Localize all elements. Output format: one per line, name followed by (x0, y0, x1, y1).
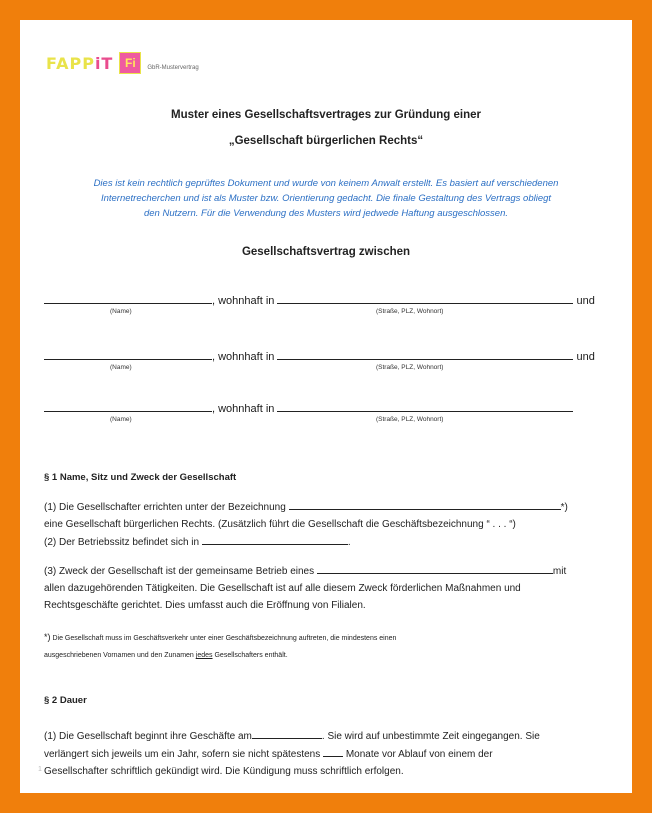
disclaimer: Dies ist kein rechtlich geprüftes Dokument und wurde von keinem Anwalt erstellt. Es basiert auf verschiedenen Internetrecherchen und ist als Muster bzw. Orientierung gedacht. Die finale Gestaltung des Vertrags obliegt den Nutzern. Für die Verwendung des Musters wird jedwede Haftung ausgeschlossen. (93, 178, 559, 219)
section-2-paragraph-1: (1) Die Gesellschaft beginnt ihre Geschäfte am . Sie wird auf unbestimmte Zeit eingegangen. Sie verlängert sich jeweils um ein Jahr, sofern sie nicht spätestens Monate vor Ablauf von einem der Gesellschafter schriftlich gekündigt wird. Die Kündigung muss schriftlich erfolgen. (44, 727, 612, 780)
address-blank[interactable] (277, 348, 573, 360)
logo-brand: FAPPiT (46, 53, 114, 73)
address-label: (Straße, PLZ, Wohnort) (376, 308, 444, 315)
start-date-blank[interactable] (252, 727, 322, 739)
purpose-blank[interactable] (317, 562, 553, 574)
party-3: , wohnhaft in (Name) (Straße, PLZ, Wohnort) (44, 400, 614, 430)
name-blank[interactable] (44, 348, 212, 360)
section-1-heading: § 1 Name, Sitz und Zweck der Gesellschaft (44, 472, 237, 483)
seat-blank[interactable] (202, 533, 348, 545)
name-blank[interactable] (44, 400, 212, 412)
logo (46, 52, 199, 74)
party-1: , wohnhaft in und (Name) (Straße, PLZ, Wohnort) (44, 292, 614, 322)
name-blank[interactable] (44, 292, 212, 304)
name-label: (Name) (110, 416, 132, 423)
section-1-paragraph-1: (1) Die Gesellschafter errichten unter der Bezeichnung *) eine Gesellschaft bürgerlichen Rechts. (Zusätzlich führt die Gesellschaft die Geschäftsbezeichnung “ . . . “) (2) Der Betriebssitz befindet sich in . (44, 498, 612, 551)
address-label: (Straße, PLZ, Wohnort) (376, 364, 444, 371)
name-label: (Name) (110, 308, 132, 315)
section-2-heading: § 2 Dauer (44, 695, 87, 706)
address-label: (Straße, PLZ, Wohnort) (376, 416, 444, 423)
logo-subtitle: GbR-Mustervertrag (147, 65, 199, 71)
months-blank[interactable] (323, 745, 343, 757)
document-title-line1: Muster eines Gesellschaftsvertrages zur Gründung einer (171, 109, 481, 121)
document-title-line2: „Gesellschaft bürgerlichen Rechts“ (228, 135, 424, 147)
address-blank[interactable] (277, 400, 573, 412)
document-page (20, 20, 632, 793)
name-label: (Name) (110, 364, 132, 371)
footnote: *) Die Gesellschaft muss im Geschäftsverkehr unter einer Geschäftsbezeichnung auftreten, die mindestens einen ausgeschriebenen Vornamen und den Zunamen jedes Gesellschafters enthält. (44, 632, 397, 659)
company-name-blank[interactable] (289, 498, 561, 510)
party-2: , wohnhaft in und (Name) (Straße, PLZ, Wohnort) (44, 348, 614, 378)
page-number: 1 (38, 766, 42, 773)
contract-subtitle: Gesellschaftsvertrag zwischen (241, 246, 411, 258)
address-blank[interactable] (277, 292, 573, 304)
section-1-paragraph-3: (3) Zweck der Gesellschaft ist der gemeinsame Betrieb eines mit allen dazugehörenden Tätigkeiten. Die Gesellschaft ist auf alle diesem Zweck förderlichen Maßnahmen und Rechtsgeschäfte gerichtet. Dies umfasst auch die Eröffnung von Filialen. (44, 562, 612, 614)
logo-badge: Fi (119, 52, 141, 74)
